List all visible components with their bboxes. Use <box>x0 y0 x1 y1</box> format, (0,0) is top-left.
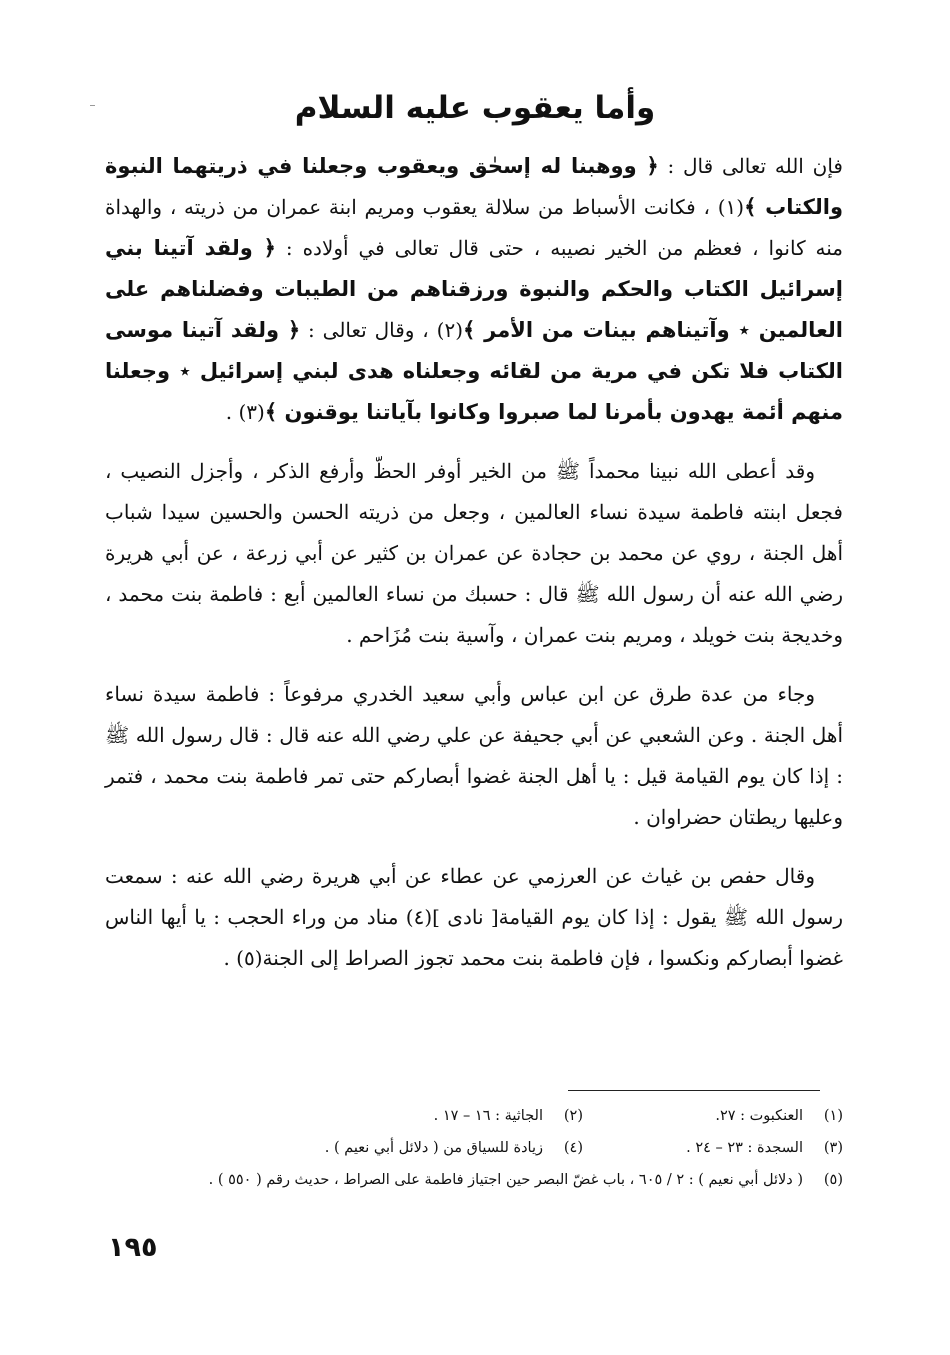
footnote-number: (١) <box>823 1108 843 1124</box>
text-run: وجاء من عدة طرق عن ابن عباس وأبي سعيد الخدري مرفوعاً : فاطمة سيدة نساء أهل الجنة . وعن الشعبي عن أبي جحيفة عن علي رضي الله عنه قال : قال رسول الله ﷺ : إذا كان يوم القيامة قيل : يا أهل الجنة غضوا أبصاركم حتى تمر فاطمة بنت محمد ، فتمر وعليها ريطتان حضراوان . <box>105 682 843 829</box>
footnote <box>209 1164 843 1196</box>
footnotes <box>105 1100 843 1196</box>
text-run: (٢) ، وقال تعالى : <box>300 318 464 342</box>
footnote-divider <box>568 1090 820 1091</box>
footnote-number: (٣) <box>823 1140 843 1156</box>
paragraph <box>105 674 843 838</box>
footnote-number: (٥) <box>823 1172 843 1188</box>
page-number: ١٩٥ <box>108 1232 158 1263</box>
footnote <box>583 1132 843 1164</box>
footnote-row <box>105 1100 843 1132</box>
main-text <box>105 146 843 997</box>
text-run: (٣) . <box>225 400 265 424</box>
text-run: وقد أعطى الله نبينا محمداً ﷺ من الخير أوفر الحظّ وأرفع الذكر ، وأجزل النصيب ، فجعل ابنته فاطمة سيدة نساء العالمين ، وجعل من ذريته الحسن والحسين سيدا شباب أهل الجنة ، روي عن محمد بن حجادة عن عمران بن كثير عن أبي زرعة ، عن أبي هريرة رضي الله عنه أن رسول الله ﷺ قال : حسبك من نساء العالمين أبع : فاطمة بنت محمد ، وخديجة بنت خويلد ، ومريم بنت عمران ، وآسية بنت مُزَاحم . <box>105 459 844 647</box>
text-run: (١) ، فكانت الأسباط من سلالة يعقوب ومريم ابنة عمران من ذريته ، والهداة منه كانوا ، فعظم من الخير نصيبه ، حتى قال تعالى في أولاده : <box>105 195 843 260</box>
footnote-text: ( دلائل أبي نعيم ) : ٢ / ٦٠٥ ، باب غضّ البصر حين اجتياز فاطمة على الصراط ، حديث رقم ( ٥٥٠ ) . <box>208 1172 803 1188</box>
paragraph <box>105 146 843 433</box>
footnote <box>583 1100 843 1132</box>
quran-verse: ﴿ ووهبنا له إسحٰق ويعقوب وجعلنا في ذريتهما النبوة والكتاب ﴾ <box>105 154 843 219</box>
footnote-number: (٢) <box>563 1108 583 1124</box>
text-run: فإن الله تعالى قال : <box>658 154 843 178</box>
footnote <box>323 1100 583 1132</box>
footnote-row <box>105 1164 843 1196</box>
footnote-text: زيادة للسياق من ( دلائل أبي نعيم ) . <box>324 1140 543 1156</box>
text-run: وقال حفص بن غياث عن العرزمي عن عطاء عن أبي هريرة رضي الله عنه : سمعت رسول الله ﷺ يقول : إذا كان يوم القيامة[ نادى ](٤) مناد من وراء الحجب : يا أيها الناس غضوا أبصاركم ونكسوا ، فإن فاطمة بنت محمد تجوز الصراط إلى الجنة(٥) . <box>105 864 844 970</box>
footnote <box>323 1132 583 1164</box>
paragraph <box>105 451 843 656</box>
quran-verse: ﴿ ولقد آتينا موسى الكتاب فلا تكن في مرية من لقائه وجعلناه هدى لبني إسرائيل ٭ وجعلنا منهم أئمة يهدون بأمرنا لما صبروا وكانوا بآياتنا يوقنون ﴾ <box>105 318 843 424</box>
footnote-row <box>105 1132 843 1164</box>
footnote-number: (٤) <box>563 1140 583 1156</box>
paragraph <box>105 856 843 979</box>
section-heading: وأما يعقوب عليه السلام <box>294 90 656 126</box>
footnote-text: السجدة : ٢٣ – ٢٤ . <box>686 1140 803 1156</box>
footnote-text: الجاثية : ١٦ – ١٧ . <box>433 1108 543 1124</box>
footnote-text: العنكبوت : ٢٧. <box>715 1108 803 1124</box>
quran-verse: ﴿ ولقد آتينا بني إسرائيل الكتاب والحكم والنبوة ورزقناهم من الطيبات وفضلناهم على العالمين ٭ وآتيناهم بينات من الأمر ﴾ <box>105 236 843 342</box>
